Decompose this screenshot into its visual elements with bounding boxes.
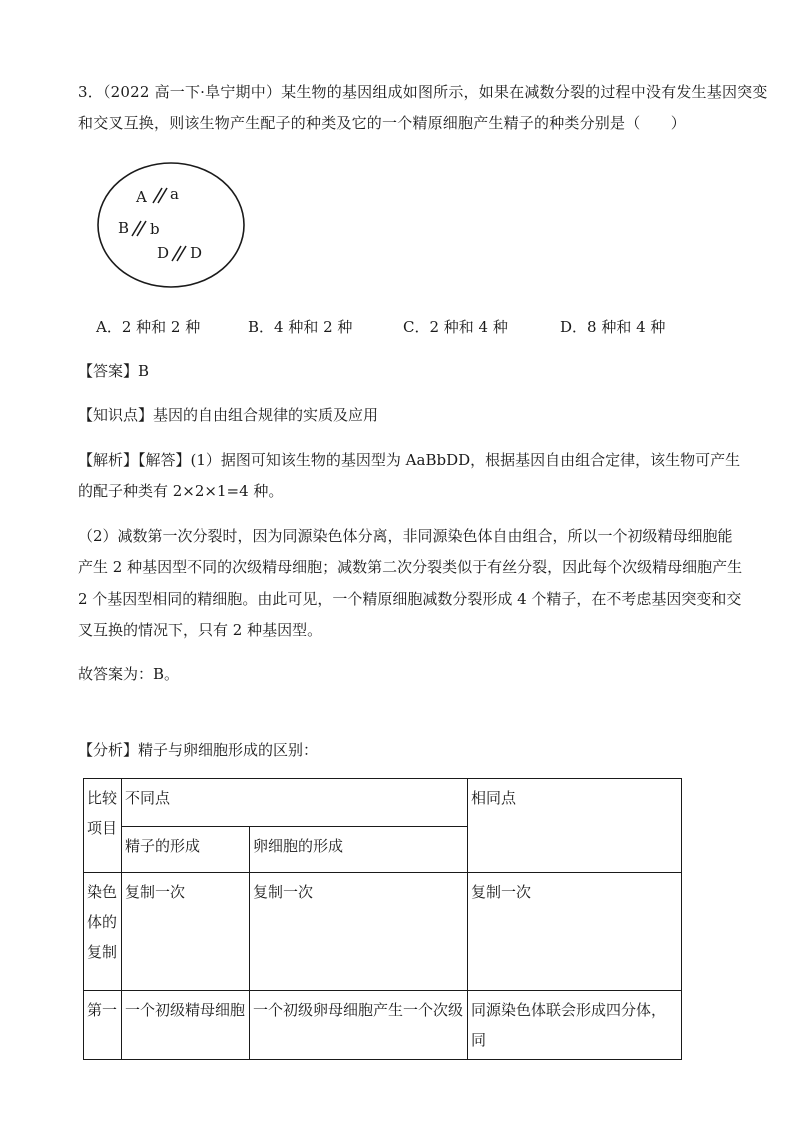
question-line-1: 3．（2022 高一下·阜宁期中）某生物的基因组成如图所示，如果在减数分裂的过程中没有发生基因突变 bbox=[78, 83, 768, 101]
row2-egg: 一个初级卵母细胞产生一个次级 bbox=[250, 991, 468, 1060]
row2-sperm: 一个初级精母细胞 bbox=[122, 991, 250, 1060]
analysis-p2-line4: 叉互换的情况下，只有 2 种基因型。 bbox=[78, 621, 323, 639]
option-a[interactable]: A．2 种和 2 种 bbox=[96, 318, 201, 336]
subheader-egg: 卵细胞的形成 bbox=[250, 827, 468, 873]
comparison-table bbox=[83, 778, 682, 1060]
conclusion: 故答案为：B。 bbox=[78, 665, 180, 683]
analysis-p1-line2: 的配子种类有 2×2×1=4 种。 bbox=[78, 482, 284, 500]
header-diff: 不同点 bbox=[122, 779, 468, 827]
header-same: 相同点 bbox=[468, 779, 682, 873]
analysis-p2-line1: （2）减数第一次分裂时，因为同源染色体分离，非同源染色体自由组合，所以一个初级精母细胞能 bbox=[78, 527, 733, 545]
fenxi-heading: 【分析】精子与卵细胞形成的区别： bbox=[78, 741, 319, 759]
gene-A: A bbox=[136, 188, 147, 206]
header-compare-2: 项目 bbox=[87, 819, 118, 837]
row1-label-2: 体的 bbox=[87, 913, 118, 931]
subheader-sperm: 精子的形成 bbox=[122, 827, 250, 873]
row2-same: 同源染色体联会形成四分体，同 bbox=[468, 991, 682, 1060]
table-row bbox=[84, 873, 682, 991]
row1-label-1: 染色 bbox=[87, 883, 118, 901]
analysis-p1-line1: 【解析】【解答】(1）据图可知该生物的基因型为 AaBbDD，根据基因自由组合定律，该生物可产生 bbox=[78, 451, 741, 469]
row1-label-3: 复制 bbox=[87, 943, 118, 961]
row2-label: 第一 bbox=[84, 991, 122, 1060]
row1-sperm: 复制一次 bbox=[122, 873, 250, 991]
table-row bbox=[84, 991, 682, 1060]
question-line-2: 和交叉互换，则该生物产生配子的种类及它的一个精原细胞产生精子的种类分别是（ ） bbox=[78, 114, 687, 132]
row1-same: 复制一次 bbox=[468, 873, 682, 991]
analysis-p2-line3: 2 个基因型相同的精细胞。由此可见，一个精原细胞减数分裂形成 4 个精子，在不考虑基因突变和交 bbox=[78, 590, 742, 608]
gene-a: a bbox=[170, 185, 179, 203]
header-compare-1: 比较 bbox=[87, 789, 118, 807]
option-c[interactable]: C．2 种和 4 种 bbox=[403, 318, 508, 336]
table-header-row bbox=[84, 779, 682, 827]
gene-D-right: D bbox=[190, 244, 203, 262]
analysis-p2-line2: 产生 2 种基因型不同的次级精母细胞；减数第二次分裂类似于有丝分裂，因此每个次级精母细胞产生 bbox=[78, 558, 743, 576]
row1-label bbox=[84, 873, 122, 991]
gene-b: b bbox=[150, 220, 160, 238]
row1-egg: 复制一次 bbox=[250, 873, 468, 991]
cell-diagram bbox=[96, 161, 246, 289]
gene-D-left: D bbox=[157, 244, 170, 262]
answer: 【答案】B bbox=[78, 362, 150, 380]
option-d[interactable]: D．8 种和 4 种 bbox=[560, 318, 666, 336]
option-b[interactable]: B．4 种和 2 种 bbox=[248, 318, 353, 336]
header-compare bbox=[84, 779, 122, 873]
knowledge-point: 【知识点】基因的自由组合规律的实质及应用 bbox=[78, 406, 379, 424]
gene-B: B bbox=[118, 219, 130, 237]
